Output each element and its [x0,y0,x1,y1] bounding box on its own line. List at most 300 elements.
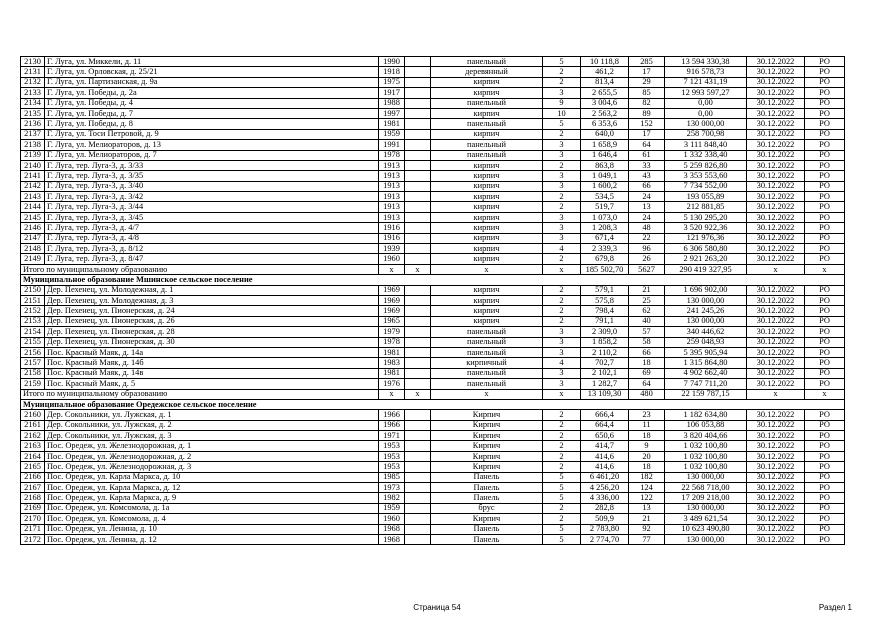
build-year: 1913 [379,212,405,222]
residents: 21 [629,285,665,295]
empty-cell [405,119,431,129]
table-row [21,368,845,378]
build-year: 1960 [379,514,405,524]
cost: 1 332 338,40 [665,150,747,160]
row-number: 2136 [21,119,45,129]
floors: 2 [543,129,581,139]
date: 30.12.2022 [747,306,805,316]
address: Пос. Оредеж, ул. Карла Маркса, д. 9 [45,493,379,503]
row-number: 2163 [21,441,45,451]
empty-cell [405,306,431,316]
table-row [21,192,845,202]
empty-cell [405,295,431,305]
floors: 5 [543,119,581,129]
table-row [21,358,845,368]
date: 30.12.2022 [747,441,805,451]
area: 414,6 [581,451,629,461]
wall-material: кирпич [431,233,543,243]
build-year: 1973 [379,483,405,493]
total-date: x [747,264,805,274]
address: Дер. Пехенец, ул. Пионерская, д. 30 [45,337,379,347]
build-year: 1971 [379,431,405,441]
floors: 2 [543,67,581,77]
area: 4 256,20 [581,483,629,493]
total-residents: 5627 [629,264,665,274]
address: Пос. Оредеж, ул. Комсомола, д. 1а [45,503,379,513]
build-year: 1913 [379,202,405,212]
wall-material: кирпич [431,77,543,87]
address: Пос. Оредеж, ул. Комсомола, д. 4 [45,514,379,524]
fund-type: РО [805,410,845,420]
table-row [21,244,845,254]
fund-type: РО [805,77,845,87]
row-number: 2142 [21,181,45,191]
area: 579,1 [581,285,629,295]
address: Г. Луга, тер. Луга-3, д. 4/8 [45,233,379,243]
wall-material: кирпич [431,171,543,181]
table-row [21,171,845,181]
floors: 5 [543,524,581,534]
cost: 121 976,36 [665,233,747,243]
section-title: Муниципальное образование Оредежское сельское поселение [21,399,845,409]
row-number: 2152 [21,306,45,316]
cost: 3 820 404,66 [665,431,747,441]
area: 10 118,8 [581,57,629,67]
wall-material: панельный [431,57,543,67]
section-title: Муниципальное образование Мшинское сельское поселение [21,275,845,285]
build-year: 1985 [379,472,405,482]
row-number: 2155 [21,337,45,347]
row-number: 2165 [21,462,45,472]
wall-material: кирпич [431,202,543,212]
residents: 62 [629,306,665,316]
address: Г. Луга, тер. Луга-3, д. 3/40 [45,181,379,191]
date: 30.12.2022 [747,140,805,150]
residents: 24 [629,212,665,222]
cost: 916 578,73 [665,67,747,77]
date: 30.12.2022 [747,358,805,368]
area: 640,0 [581,129,629,139]
row-number: 2149 [21,254,45,264]
address: Г. Луга, ул. Миккели, д. 11 [45,57,379,67]
total-row [21,264,845,274]
build-year: 1953 [379,451,405,461]
address: Пос. Оредеж, ул. Железнодорожная, д. 1 [45,441,379,451]
cost: 130 000,00 [665,316,747,326]
residents: 17 [629,67,665,77]
date: 30.12.2022 [747,431,805,441]
area: 519,7 [581,202,629,212]
wall-material: кирпич [431,254,543,264]
total-year: x [379,389,405,399]
area: 6 353,6 [581,119,629,129]
residents: 25 [629,295,665,305]
address: Г. Луга, ул. Победы, д. 7 [45,108,379,118]
total-floors: x [543,389,581,399]
table-row [21,472,845,482]
area: 1 073,0 [581,212,629,222]
fund-type: РО [805,202,845,212]
build-year: 1982 [379,493,405,503]
fund-type: РО [805,379,845,389]
build-year: 1913 [379,192,405,202]
floors: 4 [543,358,581,368]
cost: 1 696 902,00 [665,285,747,295]
wall-material: кирпич [431,129,543,139]
build-year: 1983 [379,358,405,368]
page-number: Страница 54 [413,603,461,612]
table-row [21,77,845,87]
address: Дер. Пехенец, ул. Молодежная, д. 1 [45,285,379,295]
floors: 3 [543,88,581,98]
residents: 64 [629,140,665,150]
row-number: 2158 [21,368,45,378]
wall-material: кирпичный [431,358,543,368]
total-cost: 22 159 787,15 [665,389,747,399]
row-number: 2161 [21,420,45,430]
wall-material: кирпич [431,160,543,170]
fund-type: РО [805,140,845,150]
build-year: 1916 [379,223,405,233]
residents: 285 [629,57,665,67]
fund-type: РО [805,244,845,254]
cost: 22 568 718,00 [665,483,747,493]
fund-type: РО [805,441,845,451]
fund-type: РО [805,233,845,243]
date: 30.12.2022 [747,285,805,295]
floors: 2 [543,451,581,461]
empty-cell [405,379,431,389]
wall-material: кирпич [431,223,543,233]
area: 650,6 [581,431,629,441]
total-fund: x [805,264,845,274]
wall-material: Кирпич [431,441,543,451]
floors: 2 [543,77,581,87]
area: 664,4 [581,420,629,430]
wall-material: кирпич [431,192,543,202]
wall-material: Панель [431,493,543,503]
address: Г. Луга, тер. Луга-3, д. 8/47 [45,254,379,264]
cost: 3 111 848,40 [665,140,747,150]
empty-cell [405,327,431,337]
cost: 17 209 218,00 [665,493,747,503]
date: 30.12.2022 [747,316,805,326]
table-row [21,451,845,461]
row-number: 2133 [21,88,45,98]
wall-material: панельный [431,98,543,108]
empty-cell [405,202,431,212]
cost: 130 000,00 [665,119,747,129]
floors: 2 [543,306,581,316]
wall-material: панельный [431,150,543,160]
area: 679,8 [581,254,629,264]
floors: 2 [543,202,581,212]
row-number: 2146 [21,223,45,233]
row-number: 2144 [21,202,45,212]
area: 414,7 [581,441,629,451]
table-row [21,160,845,170]
address: Пос. Красный Маяк, д. 14а [45,347,379,357]
row-number: 2143 [21,192,45,202]
wall-material: Кирпич [431,451,543,461]
residents: 22 [629,233,665,243]
total-blank: x [405,389,431,399]
floors: 5 [543,57,581,67]
floors: 2 [543,410,581,420]
address: Пос. Оредеж, ул. Железнодорожная, д. 2 [45,451,379,461]
row-number: 2139 [21,150,45,160]
wall-material: кирпич [431,285,543,295]
build-year: 1953 [379,441,405,451]
total-floors: x [543,264,581,274]
date: 30.12.2022 [747,129,805,139]
address: Г. Луга, ул. Партизанская, д. 9а [45,77,379,87]
residents: 48 [629,223,665,233]
total-date: x [747,389,805,399]
date: 30.12.2022 [747,493,805,503]
floors: 3 [543,140,581,150]
empty-cell [405,420,431,430]
floors: 3 [543,327,581,337]
area: 2 563,2 [581,108,629,118]
address: Г. Луга, ул. Орловская, д. 25/21 [45,67,379,77]
area: 791,1 [581,316,629,326]
date: 30.12.2022 [747,98,805,108]
row-number: 2150 [21,285,45,295]
area: 4 336,00 [581,493,629,503]
wall-material: Кирпич [431,462,543,472]
table-row [21,295,845,305]
build-year: 1975 [379,77,405,87]
row-number: 2160 [21,410,45,420]
date: 30.12.2022 [747,181,805,191]
area: 671,4 [581,233,629,243]
total-area: 13 109,30 [581,389,629,399]
floors: 2 [543,192,581,202]
row-number: 2169 [21,503,45,513]
area: 282,8 [581,503,629,513]
table-row [21,431,845,441]
residents: 26 [629,254,665,264]
area: 863,8 [581,160,629,170]
row-number: 2145 [21,212,45,222]
residents: 23 [629,410,665,420]
cost: 340 446,62 [665,327,747,337]
total-area: 185 502,70 [581,264,629,274]
date: 30.12.2022 [747,379,805,389]
empty-cell [405,244,431,254]
empty-cell [405,67,431,77]
empty-cell [405,514,431,524]
floors: 3 [543,368,581,378]
table-row [21,202,845,212]
table-row [21,254,845,264]
area: 798,4 [581,306,629,316]
address: Г. Луга, ул. Тоси Петровой, д. 9 [45,129,379,139]
residents: 21 [629,514,665,524]
address: Пос. Красный Маяк, д. 14в [45,368,379,378]
row-number: 2156 [21,347,45,357]
row-number: 2154 [21,327,45,337]
cost: 10 623 490,80 [665,524,747,534]
floors: 3 [543,233,581,243]
wall-material: панельный [431,119,543,129]
address: Г. Луга, ул. Победы, д. 2а [45,88,379,98]
residents: 152 [629,119,665,129]
date: 30.12.2022 [747,534,805,544]
cost: 7 121 431,19 [665,77,747,87]
cost: 5 130 295,20 [665,212,747,222]
build-year: 1981 [379,368,405,378]
floors: 2 [543,503,581,513]
empty-cell [405,57,431,67]
table-row [21,534,845,544]
fund-type: РО [805,67,845,77]
fund-type: РО [805,150,845,160]
fund-type: РО [805,223,845,233]
row-number: 2159 [21,379,45,389]
table-row [21,420,845,430]
residents: 40 [629,316,665,326]
build-year: 1913 [379,181,405,191]
floors: 2 [543,441,581,451]
empty-cell [405,368,431,378]
table-row [21,233,845,243]
wall-material: кирпич [431,295,543,305]
build-year: 1978 [379,337,405,347]
empty-cell [405,410,431,420]
floors: 3 [543,223,581,233]
empty-cell [405,108,431,118]
empty-cell [405,171,431,181]
residents: 69 [629,368,665,378]
residents: 18 [629,358,665,368]
fund-type: РО [805,368,845,378]
fund-type: РО [805,254,845,264]
row-number: 2157 [21,358,45,368]
build-year: 1997 [379,108,405,118]
row-number: 2164 [21,451,45,461]
area: 1 600,2 [581,181,629,191]
residents: 96 [629,244,665,254]
row-number: 2132 [21,77,45,87]
cost: 6 306 580,80 [665,244,747,254]
row-number: 2134 [21,98,45,108]
table-row [21,337,845,347]
residents: 92 [629,524,665,534]
residents: 13 [629,503,665,513]
residents: 11 [629,420,665,430]
wall-material: кирпич [431,108,543,118]
row-number: 2166 [21,472,45,482]
row-number: 2137 [21,129,45,139]
fund-type: РО [805,347,845,357]
floors: 2 [543,285,581,295]
wall-material: деревянный [431,67,543,77]
empty-cell [405,462,431,472]
fund-type: РО [805,327,845,337]
empty-cell [405,181,431,191]
row-number: 2172 [21,534,45,544]
address: Г. Луга, тер. Луга-3, д. 8/12 [45,244,379,254]
cost: 193 055,89 [665,192,747,202]
cost: 0,00 [665,108,747,118]
residents: 33 [629,160,665,170]
build-year: 1916 [379,233,405,243]
total-material: x [431,389,543,399]
residents: 20 [629,451,665,461]
address: Дер. Пехенец, ул. Пионерская, д. 26 [45,316,379,326]
cost: 241 245,26 [665,306,747,316]
build-year: 1959 [379,503,405,513]
fund-type: РО [805,316,845,326]
cost: 130 000,00 [665,295,747,305]
date: 30.12.2022 [747,503,805,513]
address: Дер. Пехенец, ул. Молодежная, д. 3 [45,295,379,305]
residents: 89 [629,108,665,118]
build-year: 1981 [379,347,405,357]
build-year: 1969 [379,285,405,295]
table-row [21,223,845,233]
date: 30.12.2022 [747,337,805,347]
table-row [21,514,845,524]
cost: 3 489 621,54 [665,514,747,524]
total-row [21,389,845,399]
table-row [21,493,845,503]
date: 30.12.2022 [747,514,805,524]
table-row [21,98,845,108]
floors: 5 [543,493,581,503]
floors: 5 [543,483,581,493]
build-year: 1913 [379,171,405,181]
fund-type: РО [805,212,845,222]
table-row [21,212,845,222]
table-row [21,108,845,118]
residents: 17 [629,129,665,139]
table-row [21,67,845,77]
date: 30.12.2022 [747,212,805,222]
residents: 18 [629,431,665,441]
wall-material: Панель [431,524,543,534]
date: 30.12.2022 [747,410,805,420]
floors: 3 [543,337,581,347]
address: Пос. Оредеж, ул. Карла Маркса, д. 10 [45,472,379,482]
area: 2 783,80 [581,524,629,534]
fund-type: РО [805,88,845,98]
wall-material: панельный [431,337,543,347]
wall-material: кирпич [431,306,543,316]
build-year: 1966 [379,410,405,420]
empty-cell [405,493,431,503]
empty-cell [405,254,431,264]
wall-material: панельный [431,379,543,389]
total-fund: x [805,389,845,399]
empty-cell [405,212,431,222]
empty-cell [405,233,431,243]
date: 30.12.2022 [747,171,805,181]
address: Г. Луга, ул. Победы, д. 8 [45,119,379,129]
date: 30.12.2022 [747,327,805,337]
address: Дер. Пехенец, ул. Пионерская, д. 24 [45,306,379,316]
section-header-row [21,275,845,285]
total-label: Итого по муниципальному образованию [21,389,379,399]
date: 30.12.2022 [747,524,805,534]
cost: 3 353 553,60 [665,171,747,181]
address: Дер. Сокольники, ул. Лужская, д. 1 [45,410,379,420]
build-year: 1918 [379,67,405,77]
total-blank: x [405,264,431,274]
fund-type: РО [805,451,845,461]
